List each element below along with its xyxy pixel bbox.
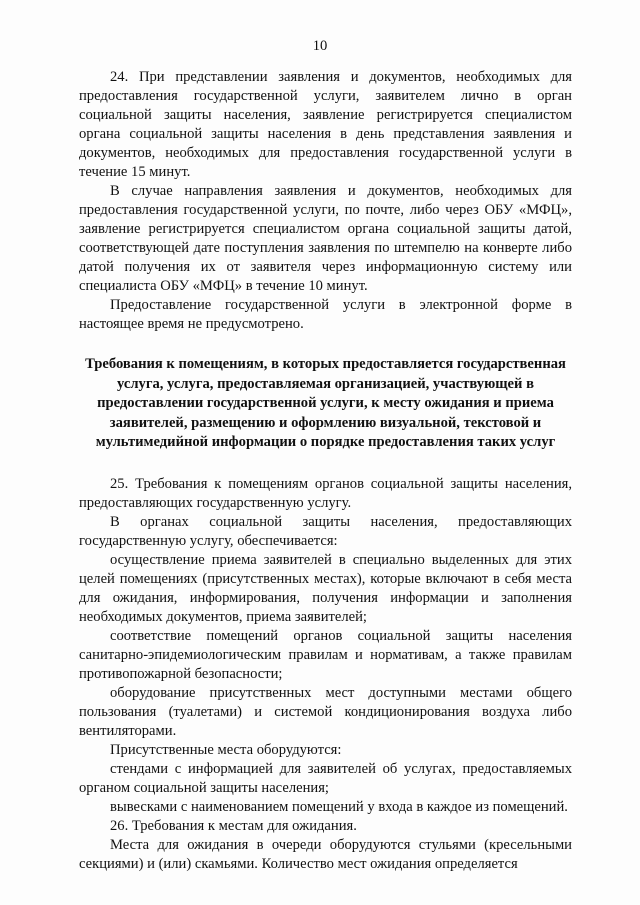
paragraph-signs: вывесками с наименованием помещений у входа в каждое из помещений. [110, 798, 568, 815]
paragraph-26: 26. Требования к местам для ожидания. [110, 817, 357, 834]
paragraph-24: 24. При представлении заявления и документов, необходимых для предоставления государственной услуги, заявителем лично в орган социальной защиты населения, заявление регистрируется специалистом органа социальной защиты населения в день представления заявления и документов, необходимых для предоставления государственной услуги в течение 15 минут. [79, 69, 572, 180]
page-number: 10 [312, 38, 328, 54]
paragraph-bodies-provide: В органах социальной защиты населения, предоставляющих государственную услугу, обеспечивается: [79, 513, 572, 549]
paragraph-places-equipped: Присутственные места оборудуются: [110, 741, 342, 758]
paragraph-reception: осуществление приема заявителей в специально выделенных для этих целей помещениях (присутственных местах), которые включают в себя места для ожидания, информирования, получения информации и заполнения необходимых документов, приема заявителей; [79, 551, 572, 625]
paragraph-equipment: оборудование присутственных мест доступными местами общего пользования (туалетами) и системой кондиционирования воздуха либо вентиляторами. [79, 684, 572, 739]
section-heading: Требования к помещениям, в которых предоставляется государственная услуга, услуга, предоставляемая организацией, участвующей в предоставлении государственной услуги, к месту ожидания и приема заявителей, размещению и оформлению визуальной, текстовой и мультимедийной информации о порядке предоставления таких услуг [85, 356, 566, 451]
paragraph-sanitary: соответствие помещений органов социальной защиты населения санитарно-эпидемиологическим правилам и нормативам, а также правилам противопожарной безопасности; [79, 627, 572, 682]
paragraph-stands: стендами с информацией для заявителей об услугах, предоставляемых органом социальной защиты населения; [79, 760, 572, 796]
paragraph-mail-registration: В случае направления заявления и документов, необходимых для предоставления государственной услуги, по почте, либо через ОБУ «МФЦ», заявление регистрируется специалистом органа социальной защиты датой, соответствующей дате поступления заявления по штемпелю на конверте либо датой получения их от заявителя через информационную систему или специалиста ОБУ «МФЦ» в течение 10 минут. [79, 183, 572, 294]
document-body [79, 68, 572, 874]
paragraph-electronic-form: Предоставление государственной услуги в электронной форме в настоящее время не предусмотрено. [79, 297, 572, 332]
paragraph-waiting-places: Места для ожидания в очереди оборудуются стульями (кресельными секциями) и (или) скамьями. Количество мест ожидания определяется [79, 836, 572, 872]
paragraph-25: 25. Требования к помещениям органов социальной защиты населения, предоставляющих государственную услугу. [79, 475, 572, 511]
